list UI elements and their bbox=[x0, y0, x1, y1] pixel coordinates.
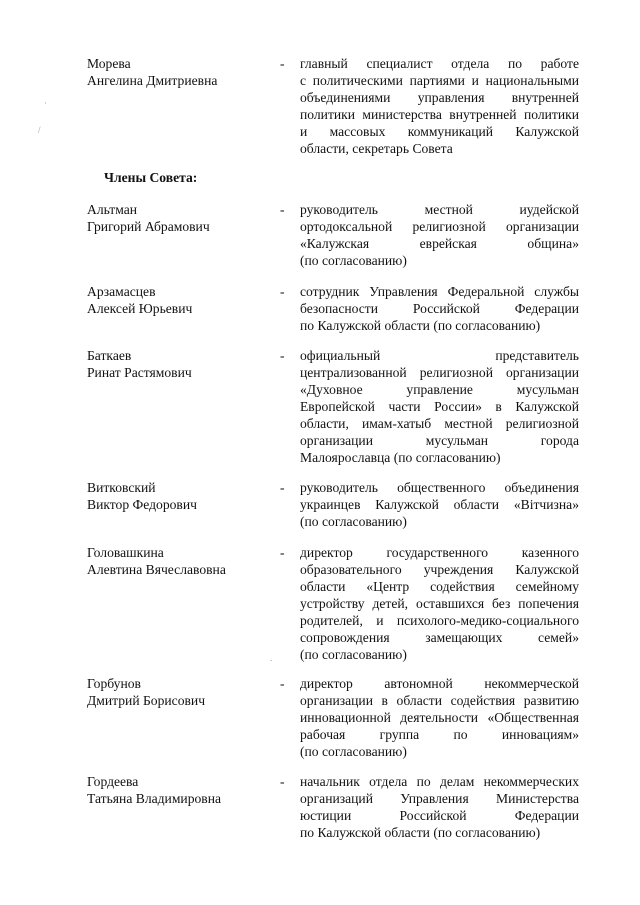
surname: Гордеева bbox=[87, 774, 139, 789]
desc-line: начальник отдела по делам некоммерческих bbox=[300, 774, 579, 789]
position-description bbox=[300, 283, 579, 334]
desc-line: организаций Управления Министерства bbox=[300, 791, 579, 806]
desc-line: (по согласованию) bbox=[300, 647, 407, 662]
surname: Морева bbox=[87, 56, 131, 71]
desc-line: Европейской части России» в Калужской bbox=[300, 399, 579, 414]
desc-line: по Калужской области (по согласованию) bbox=[300, 825, 541, 840]
desc-line: организации в области содействия развитию bbox=[300, 693, 579, 708]
surname: Витковский bbox=[87, 480, 156, 495]
separator-dash: - bbox=[280, 676, 285, 691]
given-names: Ринат Растямович bbox=[87, 365, 192, 380]
desc-line: директор автономной некоммерческой bbox=[300, 676, 579, 691]
given-names: Ангелина Дмитриевна bbox=[87, 73, 218, 88]
desc-line: централизованной религиозной организации bbox=[300, 365, 579, 380]
desc-line: (по согласованию) bbox=[300, 744, 407, 759]
position-description bbox=[300, 773, 579, 841]
scan-mark: / bbox=[38, 125, 41, 135]
person-name bbox=[87, 544, 277, 578]
surname: Горбунов bbox=[87, 676, 141, 691]
desc-line: по Калужской области (по согласованию) bbox=[300, 318, 541, 333]
desc-line: области «Центр содействия семейному bbox=[300, 579, 579, 594]
desc-line: образовательного учреждения Калужской bbox=[300, 562, 579, 577]
separator-dash: - bbox=[280, 202, 285, 217]
position-description bbox=[300, 347, 579, 466]
person-name bbox=[87, 55, 277, 89]
desc-line: Малоярославца (по согласованию) bbox=[300, 450, 501, 465]
person-name bbox=[87, 283, 277, 317]
surname: Альтман bbox=[87, 202, 138, 217]
desc-line: организации мусульман города bbox=[300, 433, 579, 448]
position-description bbox=[300, 55, 579, 157]
desc-line: руководитель общественного объединения bbox=[300, 480, 579, 495]
person-name bbox=[87, 347, 277, 381]
scan-mark: . bbox=[270, 653, 273, 663]
section-heading: Члены Совета: bbox=[104, 170, 198, 185]
separator-dash: - bbox=[280, 774, 285, 789]
scan-mark: · bbox=[44, 98, 47, 108]
desc-line: безопасности Российской Федерации bbox=[300, 301, 579, 316]
desc-line: «Калужская еврейская община» bbox=[300, 236, 579, 251]
surname: Головашкина bbox=[87, 545, 164, 560]
separator-dash: - bbox=[280, 56, 285, 71]
separator-dash: - bbox=[280, 545, 285, 560]
desc-line: украинцев Калужской области «Вітчизна» bbox=[300, 497, 579, 512]
separator-dash: - bbox=[280, 348, 285, 363]
person-name bbox=[87, 201, 277, 235]
desc-line: политики министерства внутренней политики bbox=[300, 107, 579, 122]
desc-line: ортодоксальной религиозной организации bbox=[300, 219, 579, 234]
desc-line: «Духовное управление мусульман bbox=[300, 382, 579, 397]
separator-dash: - bbox=[280, 480, 285, 495]
person-name bbox=[87, 773, 277, 807]
desc-line: инновационной деятельности «Общественная bbox=[300, 710, 579, 725]
desc-line: директор государственного казенного bbox=[300, 545, 579, 560]
person-name bbox=[87, 675, 277, 709]
given-names: Виктор Федорович bbox=[87, 497, 197, 512]
given-names: Дмитрий Борисович bbox=[87, 693, 206, 708]
desc-line: объединениями управления внутренней bbox=[300, 90, 579, 105]
desc-line: юстиции Российской Федерации bbox=[300, 808, 579, 823]
given-names: Григорий Абрамович bbox=[87, 219, 210, 234]
person-name bbox=[87, 479, 277, 513]
desc-line: и массовых коммуникаций Калужской bbox=[300, 124, 579, 139]
given-names: Алексей Юрьевич bbox=[87, 301, 193, 316]
desc-line: главный специалист отдела по работе bbox=[300, 56, 579, 71]
desc-line: (по согласованию) bbox=[300, 253, 407, 268]
separator-dash: - bbox=[280, 284, 285, 299]
desc-line: сопровождения замещающих семей» bbox=[300, 630, 579, 645]
position-description bbox=[300, 201, 579, 269]
position-description bbox=[300, 544, 579, 663]
desc-line: руководитель местной иудейской bbox=[300, 202, 579, 217]
desc-line: с политическими партиями и национальными bbox=[300, 73, 579, 88]
desc-line: сотрудник Управления Федеральной службы bbox=[300, 284, 579, 299]
desc-line: официальный представитель bbox=[300, 348, 579, 363]
given-names: Татьяна Владимировна bbox=[87, 791, 222, 806]
surname: Баткаев bbox=[87, 348, 132, 363]
desc-line: рабочая группа по инновациям» bbox=[300, 727, 579, 742]
surname: Арзамасцев bbox=[87, 284, 156, 299]
position-description bbox=[300, 675, 579, 760]
position-description bbox=[300, 479, 579, 530]
desc-line: области, секретарь Совета bbox=[300, 141, 453, 156]
desc-line: (по согласованию) bbox=[300, 514, 407, 529]
desc-line: области, имам-хатыб местной религиозной bbox=[300, 416, 579, 431]
desc-line: устройству детей, оставшихся без попечения bbox=[300, 596, 579, 611]
given-names: Алевтина Вячеславовна bbox=[87, 562, 226, 577]
desc-line: родителей, и психолого-медико-социального bbox=[300, 613, 579, 628]
